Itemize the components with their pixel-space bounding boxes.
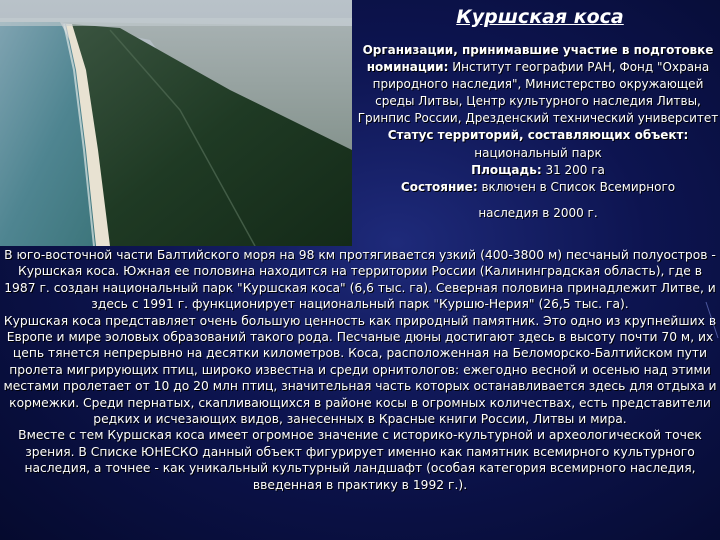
- paragraph-1: В юго-восточной части Балтийского моря на 98 км протягивается узкий (400-3800 м) песчаный полуостров - Куршская коса. Южная ее половина находится на территории России (Калининградская область), где в 1987 г. создан национальный парк "Куршская коса" (6,6 тыс. га). Северная половина принадлежит Литве, и здесь с 1991 г. функционирует национальный парк "Куршю-Нерия" (26,5 тыс. га).: [4, 248, 716, 312]
- state-block: [356, 179, 720, 196]
- decorative-line: [704, 300, 720, 340]
- state-label: Состояние:: [400, 179, 478, 194]
- aerial-photo-curonian-spit: [0, 0, 352, 246]
- paragraph-2: Куршская коса представляет очень большую ценность как природный памятник. Это одно из крупнейших в Европе и мире эоловых образований такого рода. Песчаные дюны достигают здесь в высоту почти 70 м, их цепь тянется непрерывно на десятки километров. Коса, расположенная на Беломорско-Балтийском пути пролета мигрирующих птиц, широко известна и среди орнитологов: ежегодно весной и осенью над этими местами пролетает от 10 до 20 млн птиц, значительная часть которых останавливается здесь для отдыха и кормежки. Среди пернатых, скапливающихся в районе косы в огромных количествах, есть представители редких и исчезающих видов, занесенных в Красные книги России, Литвы и мира.: [3, 313, 717, 427]
- status-value: национальный парк: [474, 145, 602, 160]
- organizations-value: Институт географии РАН, Фонд "Охрана природного наследия", Министерство окружающей среды Литвы, Центр культурного наследия Литвы, Гринпис России, Дрезденский технический университет: [357, 60, 719, 126]
- paragraph-3: Вместе с тем Куршская коса имеет огромное значение с историко-культурной и археологической точек зрения. В Списке ЮНЕСКО данный объект фигурирует именно как памятник всемирного культурного наследия, а точнее - как уникальный культурный ландшафт (особая категория всемирного наследия, введенная в практику в 1992 г.).: [18, 428, 702, 492]
- slide-title: Куршская коса: [456, 6, 624, 28]
- organizations-block: [356, 42, 720, 127]
- area-label: Площадь:: [471, 162, 542, 177]
- state-value: включен в Список Всемирного: [477, 179, 676, 194]
- status-label: Статус территорий, составляющих объект:: [387, 128, 689, 143]
- state-value-continuation: наследия в 2000 г.: [478, 205, 598, 220]
- nomination-info: [356, 42, 720, 222]
- organizations-label: Организации, принимавшие участие в подготовке номинации:: [362, 43, 714, 75]
- description-text: [2, 247, 718, 493]
- area-block: [356, 162, 720, 179]
- area-value: 31 200 га: [541, 162, 605, 177]
- aerial-photo-image: [0, 0, 352, 246]
- status-block: [356, 127, 720, 144]
